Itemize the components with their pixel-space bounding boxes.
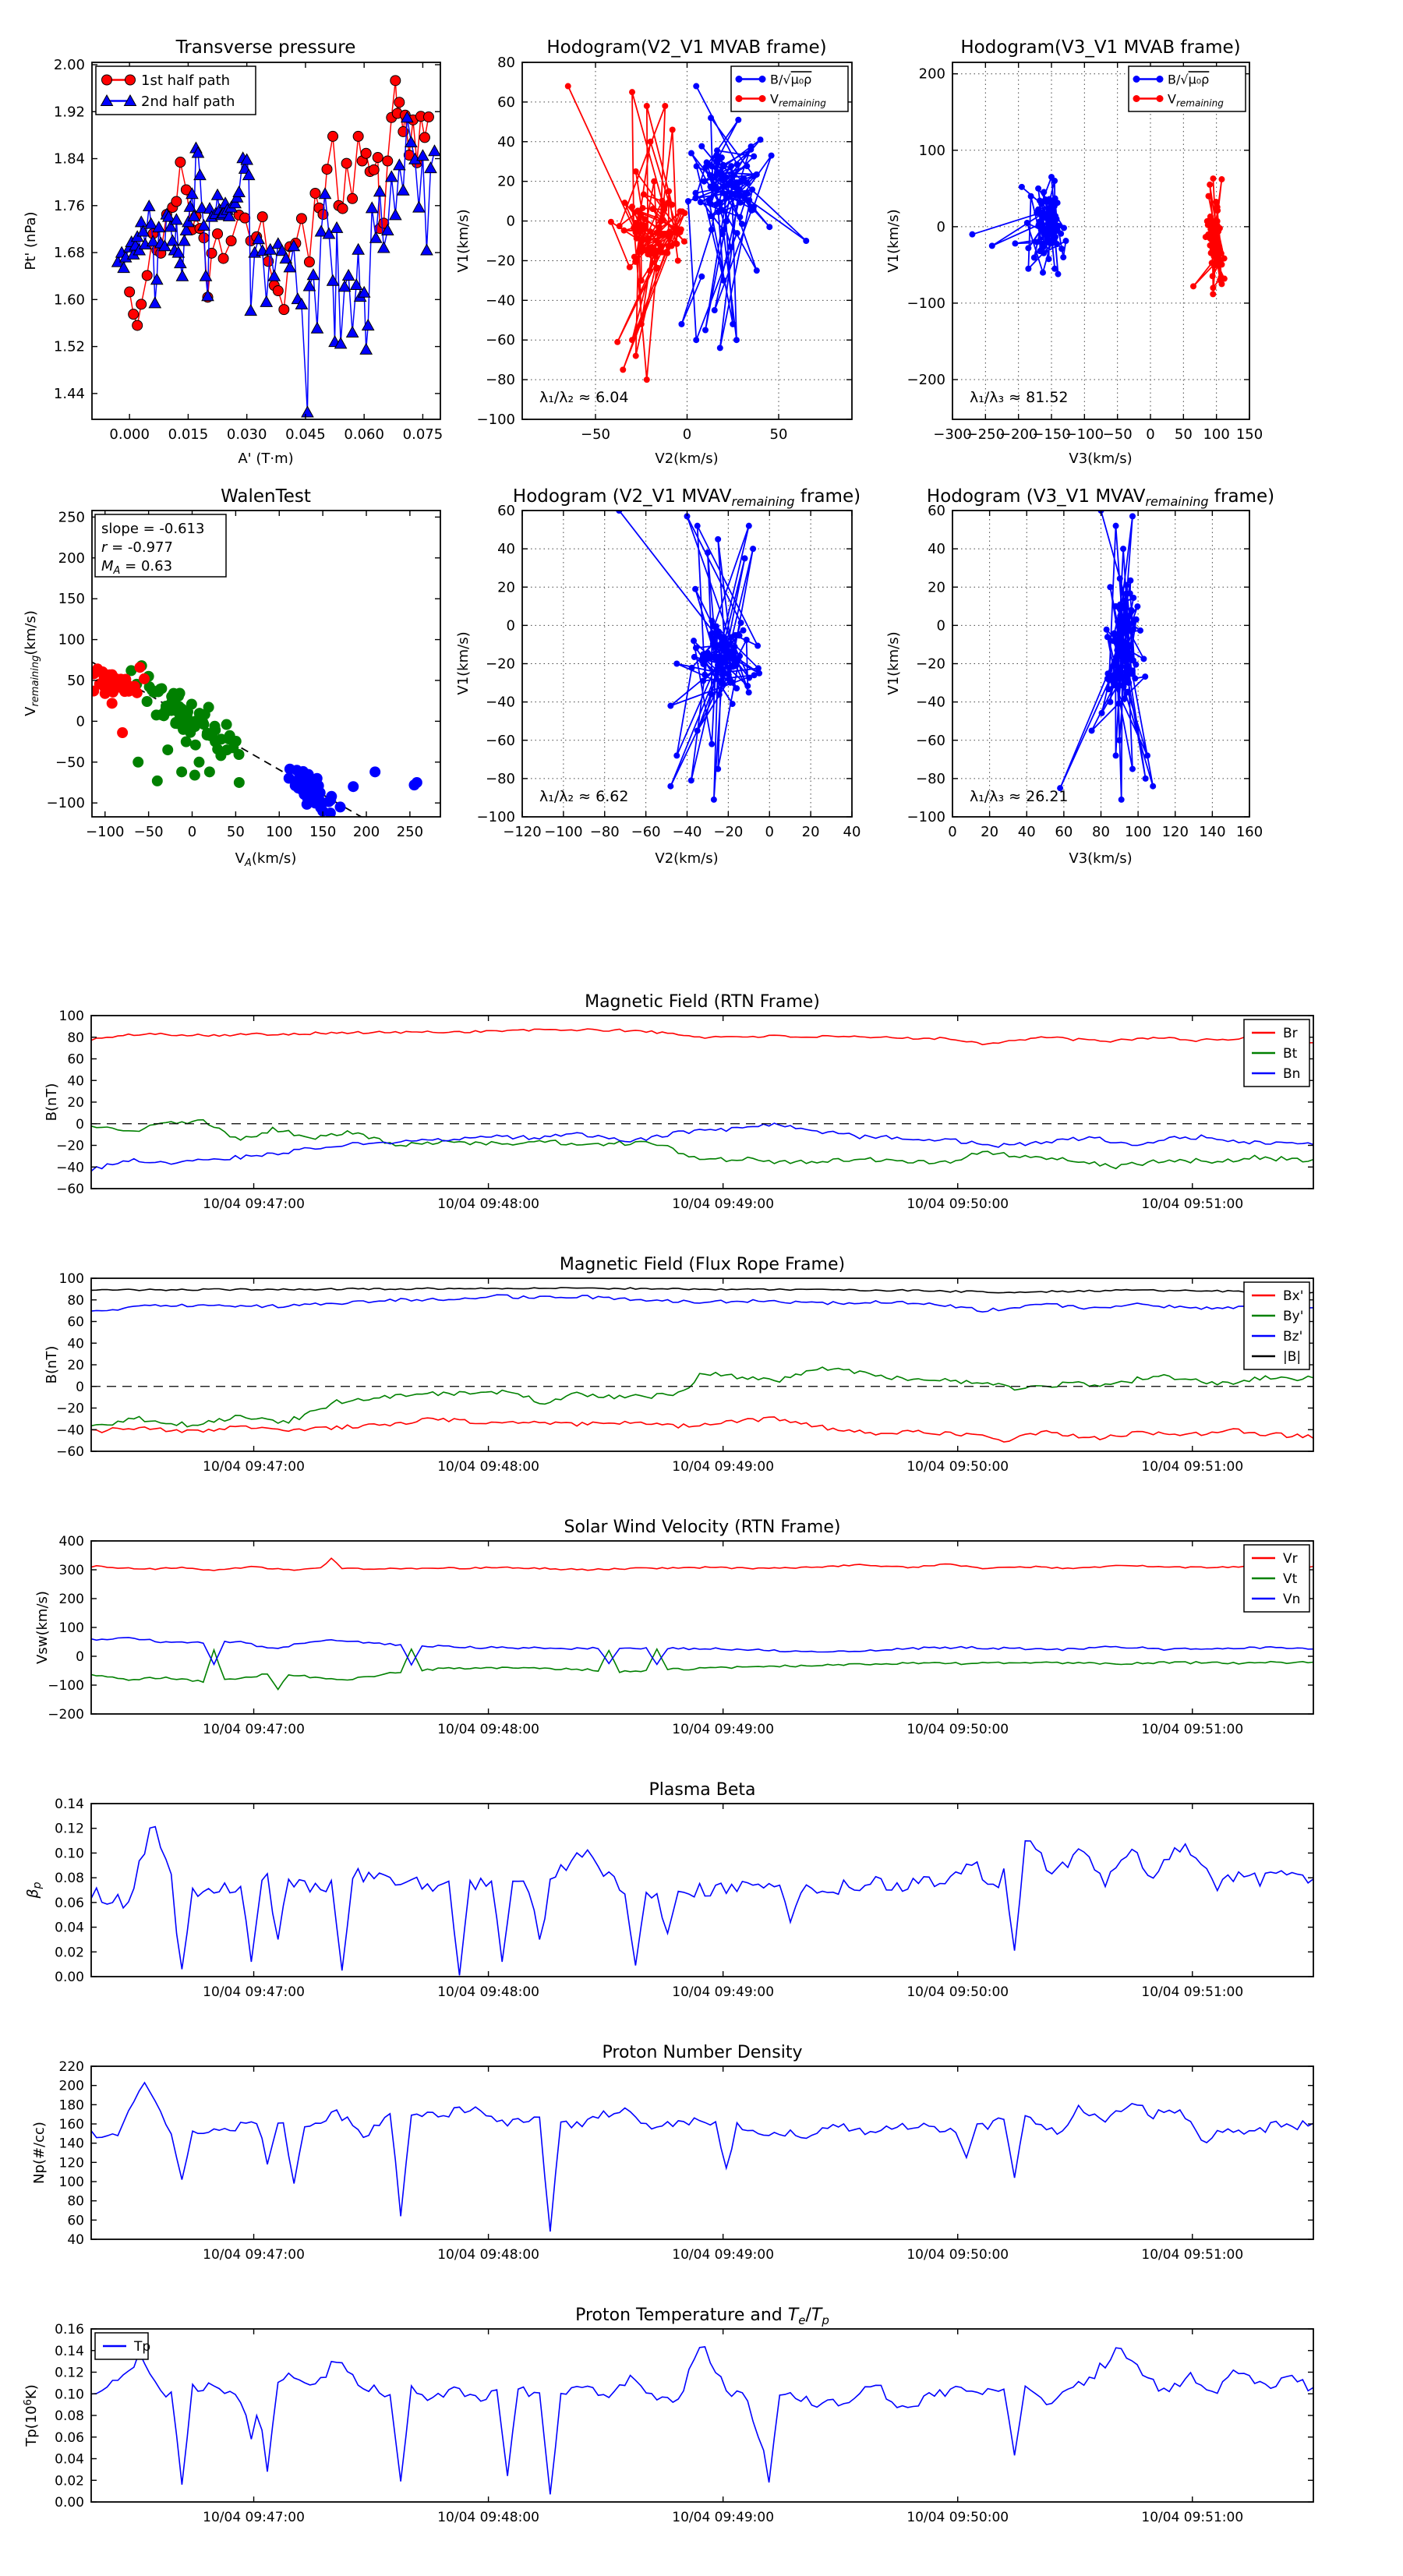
svg-text:−20: −20 <box>56 1138 84 1154</box>
svg-text:10/04 09:48:00: 10/04 09:48:00 <box>437 1722 539 1737</box>
chart-magnetic-field-flux-rope <box>44 1255 1313 1475</box>
svg-text:0: 0 <box>765 824 774 840</box>
x-axis-label: V3(km/s) <box>1069 451 1133 467</box>
svg-text:0: 0 <box>936 617 945 634</box>
chart-title: Plasma Beta <box>648 1780 756 1800</box>
svg-text:1.92: 1.92 <box>53 104 85 121</box>
svg-text:0.045: 0.045 <box>285 426 326 443</box>
svg-text:By': By' <box>1283 1309 1304 1325</box>
svg-text:−50: −50 <box>581 426 610 443</box>
svg-text:200: 200 <box>58 549 85 567</box>
y-axis-label: Np(#/cc) <box>31 2122 48 2184</box>
svg-text:150: 150 <box>58 591 85 608</box>
svg-text:B/√μ₀ρ: B/√μ₀ρ <box>1168 72 1210 87</box>
svg-text:60: 60 <box>1055 824 1073 840</box>
chart-title: Magnetic Field (RTN Frame) <box>585 992 820 1012</box>
svg-text:−40: −40 <box>56 1422 84 1439</box>
svg-text:−250: −250 <box>966 426 1005 443</box>
svg-text:0.060: 0.060 <box>344 426 384 443</box>
svg-text:−300: −300 <box>933 426 972 443</box>
svg-text:B/√μ₀ρ: B/√μ₀ρ <box>770 72 812 87</box>
svg-text:0.04: 0.04 <box>55 2451 84 2468</box>
svg-text:80: 80 <box>67 2193 84 2210</box>
svg-text:0.10: 0.10 <box>55 2387 84 2403</box>
svg-text:0.08: 0.08 <box>55 1871 84 1887</box>
svg-text:10/04 09:47:00: 10/04 09:47:00 <box>203 2247 305 2263</box>
svg-text:−200: −200 <box>998 426 1038 443</box>
svg-text:10/04 09:47:00: 10/04 09:47:00 <box>203 1196 305 1212</box>
svg-text:60: 60 <box>497 503 515 519</box>
chart-title: Hodogram (V3_V1 $MVAV_{remaining}$ frame) <box>926 486 1275 509</box>
svg-text:20: 20 <box>67 1358 84 1373</box>
y-axis-label: $V_{remaining}(km/s)$ <box>23 610 41 716</box>
svg-text:−100: −100 <box>1065 426 1104 443</box>
svg-text:10/04 09:47:00: 10/04 09:47:00 <box>203 1722 305 1737</box>
svg-text:0.02: 0.02 <box>55 2473 84 2489</box>
svg-text:60: 60 <box>497 94 515 111</box>
x-axis-label: A' (T·m) <box>238 451 294 467</box>
svg-text:−60: −60 <box>56 1182 84 1197</box>
svg-text:0.06: 0.06 <box>55 2429 84 2446</box>
svg-text:10/04 09:48:00: 10/04 09:48:00 <box>437 1459 539 1475</box>
svg-text:−100: −100 <box>906 295 945 312</box>
svg-text:−80: −80 <box>486 770 515 787</box>
svg-text:0: 0 <box>76 1649 84 1665</box>
svg-text:−150: −150 <box>1032 426 1071 443</box>
svg-text:0.00: 0.00 <box>55 1970 84 1985</box>
x-axis-label: V3(km/s) <box>1069 850 1133 867</box>
svg-text:10/04 09:49:00: 10/04 09:49:00 <box>672 1984 775 2000</box>
chart-title: Magnetic Field (Flux Rope Frame) <box>559 1255 846 1274</box>
svg-text:50: 50 <box>769 426 788 443</box>
svg-text:2.00: 2.00 <box>53 57 85 74</box>
svg-text:Vr: Vr <box>1283 1551 1298 1567</box>
svg-text:60: 60 <box>67 1314 84 1330</box>
svg-text:20: 20 <box>981 824 999 840</box>
svg-text:−20: −20 <box>916 655 945 673</box>
svg-text:10/04 09:50:00: 10/04 09:50:00 <box>906 1459 1009 1475</box>
chart-title: Proton Number Density <box>602 2043 803 2062</box>
svg-text:−20: −20 <box>486 253 515 270</box>
svg-text:40: 40 <box>843 824 861 840</box>
svg-text:180: 180 <box>58 2097 84 2114</box>
lambda-ratio-annotation: λ₁/λ₂ ≈ 6.62 <box>539 788 629 805</box>
svg-text:Bz': Bz' <box>1283 1329 1303 1345</box>
lambda-ratio-annotation: λ₁/λ₃ ≈ 26.21 <box>970 788 1069 805</box>
svg-text:0.00: 0.00 <box>55 2495 84 2511</box>
svg-text:100: 100 <box>266 824 293 840</box>
svg-text:200: 200 <box>352 824 380 840</box>
svg-text:150: 150 <box>1235 426 1263 443</box>
svg-text:−50: −50 <box>55 754 85 771</box>
svg-text:−100: −100 <box>48 1678 84 1694</box>
svg-text:−80: −80 <box>589 824 620 840</box>
svg-text:10/04 09:50:00: 10/04 09:50:00 <box>906 1722 1009 1737</box>
svg-text:10/04 09:50:00: 10/04 09:50:00 <box>906 1196 1009 1212</box>
chart-title: Hodogram (V2_V1 $MVAV_{remaining}$ frame) <box>512 486 861 509</box>
svg-text:0.12: 0.12 <box>55 1821 84 1837</box>
svg-text:0: 0 <box>187 824 197 840</box>
svg-text:−20: −20 <box>713 824 744 840</box>
svg-text:10/04 09:50:00: 10/04 09:50:00 <box>906 2247 1009 2263</box>
svg-text:Br: Br <box>1283 1026 1298 1042</box>
svg-text:0: 0 <box>76 1116 84 1133</box>
svg-text:−60: −60 <box>631 824 661 840</box>
svg-text:10/04 09:49:00: 10/04 09:49:00 <box>672 2510 775 2525</box>
svg-text:0.075: 0.075 <box>402 426 444 443</box>
svg-text:−100: −100 <box>46 795 85 812</box>
svg-text:80: 80 <box>67 1292 84 1309</box>
svg-text:20: 20 <box>497 173 515 190</box>
svg-text:50: 50 <box>226 824 245 840</box>
svg-text:10/04 09:49:00: 10/04 09:49:00 <box>672 2247 775 2263</box>
svg-text:100: 100 <box>58 2175 84 2190</box>
svg-text:Bn: Bn <box>1283 1066 1301 1083</box>
x-axis-label: V2(km/s) <box>655 850 719 867</box>
svg-text:10/04 09:47:00: 10/04 09:47:00 <box>203 1984 305 2000</box>
svg-text:50: 50 <box>67 672 85 689</box>
chart-magnetic-field-rtn <box>44 992 1313 1212</box>
svg-text:60: 60 <box>67 1051 84 1068</box>
svg-text:10/04 09:47:00: 10/04 09:47:00 <box>203 1459 305 1475</box>
svg-text:0.04: 0.04 <box>55 1920 84 1936</box>
svg-text:Tp: Tp <box>134 2339 151 2355</box>
svg-text:40: 40 <box>67 1073 84 1090</box>
y-axis-label: V1(km/s) <box>455 209 472 273</box>
svg-text:Bx': Bx' <box>1283 1288 1304 1305</box>
chart-transverse-pressure <box>23 37 443 467</box>
y-axis-label: $\beta_p$ <box>24 1882 44 1899</box>
svg-text:20: 20 <box>928 579 945 596</box>
chart-hodogram-v3v1-mvav <box>885 486 1274 867</box>
chart-title: Hodogram(V3_V1 MVAB frame) <box>960 37 1241 58</box>
chart-title: Proton Temperature and $T_e/T_p$ <box>575 2306 829 2327</box>
svg-text:0: 0 <box>1146 426 1155 443</box>
svg-text:60: 60 <box>928 503 945 519</box>
chart-title: WalenTest <box>221 486 311 507</box>
svg-text:50: 50 <box>1174 426 1193 443</box>
svg-text:Vt: Vt <box>1283 1571 1298 1588</box>
svg-text:100: 100 <box>918 142 945 159</box>
svg-text:10/04 09:49:00: 10/04 09:49:00 <box>672 1459 775 1475</box>
svg-text:0.14: 0.14 <box>55 1797 84 1812</box>
svg-text:−40: −40 <box>916 694 945 711</box>
svg-text:2nd half path: 2nd half path <box>141 93 235 110</box>
svg-text:100: 100 <box>1124 824 1152 840</box>
svg-text:−40: −40 <box>486 694 515 711</box>
svg-text:−120: −120 <box>503 824 542 840</box>
lambda-ratio-annotation: λ₁/λ₃ ≈ 81.52 <box>970 389 1069 406</box>
svg-text:10/04 09:51:00: 10/04 09:51:00 <box>1141 1459 1244 1475</box>
svg-text:10/04 09:47:00: 10/04 09:47:00 <box>203 2510 305 2525</box>
y-axis-label: $Tp(10^6K)$ <box>23 2384 40 2447</box>
svg-text:20: 20 <box>67 1095 84 1111</box>
svg-text:−100: −100 <box>906 809 945 825</box>
chart-title: Solar Wind Velocity (RTN Frame) <box>564 1518 841 1537</box>
svg-text:120: 120 <box>58 2155 84 2171</box>
svg-text:160: 160 <box>1235 824 1263 840</box>
y-axis-label: B(nT) <box>44 1083 60 1122</box>
svg-text:100: 100 <box>58 1620 84 1636</box>
svg-text:10/04 09:51:00: 10/04 09:51:00 <box>1141 1984 1244 2000</box>
svg-text:80: 80 <box>67 1030 84 1046</box>
chart-solar-wind-velocity <box>34 1518 1313 1737</box>
svg-text:−20: −20 <box>486 655 515 673</box>
svg-text:0.000: 0.000 <box>109 426 150 443</box>
svg-text:−80: −80 <box>916 770 945 787</box>
svg-text:200: 200 <box>918 65 945 83</box>
svg-text:120: 120 <box>1161 824 1189 840</box>
svg-text:1.76: 1.76 <box>53 197 85 214</box>
svg-text:0.06: 0.06 <box>55 1895 84 1911</box>
svg-text:0.12: 0.12 <box>55 2365 84 2381</box>
svg-text:1st half path: 1st half path <box>141 72 231 89</box>
svg-text:−60: −60 <box>486 732 515 749</box>
chart-hodogram-v2v1-mvav <box>455 486 861 867</box>
svg-text:−80: −80 <box>486 372 515 389</box>
svg-text:0.08: 0.08 <box>55 2408 84 2424</box>
svg-text:0.015: 0.015 <box>168 426 209 443</box>
svg-text:Bt: Bt <box>1283 1046 1298 1062</box>
svg-text:1.44: 1.44 <box>53 385 85 402</box>
svg-text:140: 140 <box>58 2136 84 2152</box>
lambda-ratio-annotation: λ₁/λ₂ ≈ 6.04 <box>539 389 629 406</box>
chart-walen-test <box>23 486 440 869</box>
svg-text:10/04 09:51:00: 10/04 09:51:00 <box>1141 2247 1244 2263</box>
svg-text:1.68: 1.68 <box>53 245 85 262</box>
svg-text:40: 40 <box>67 1336 84 1352</box>
svg-text:Vremaining: $V_{remaining}$ <box>770 91 826 109</box>
svg-text:Vremaining: $V_{remaining}$ <box>1168 91 1224 109</box>
svg-text:−100: −100 <box>544 824 583 840</box>
svg-text:10/04 09:51:00: 10/04 09:51:00 <box>1141 1722 1244 1737</box>
svg-text:40: 40 <box>497 541 515 558</box>
svg-text:100: 100 <box>58 1009 84 1024</box>
svg-text:10/04 09:50:00: 10/04 09:50:00 <box>906 1984 1009 2000</box>
y-axis-label: Pt' (nPa) <box>23 211 39 270</box>
y-axis-label: B(nT) <box>44 1345 60 1384</box>
svg-text:10/04 09:51:00: 10/04 09:51:00 <box>1141 2510 1244 2525</box>
x-axis-label: V2(km/s) <box>655 451 719 467</box>
svg-text:−50: −50 <box>1102 426 1133 443</box>
svg-text:−40: −40 <box>56 1160 84 1176</box>
y-axis-label: V1(km/s) <box>885 631 902 695</box>
svg-text:0: 0 <box>506 213 515 230</box>
svg-text:0: 0 <box>506 617 515 634</box>
svg-text:60: 60 <box>67 2213 84 2229</box>
svg-text:−50: −50 <box>133 824 164 840</box>
y-axis-label: V1(km/s) <box>455 631 472 695</box>
svg-text:20: 20 <box>801 824 820 840</box>
svg-text:−100: −100 <box>476 412 515 428</box>
svg-text:−200: −200 <box>906 372 945 389</box>
svg-text:−40: −40 <box>486 292 515 309</box>
svg-text:1.52: 1.52 <box>53 338 85 355</box>
svg-text:40: 40 <box>67 2232 84 2248</box>
svg-text:−200: −200 <box>48 1707 84 1723</box>
svg-text:−60: −60 <box>56 1444 84 1460</box>
svg-text:80: 80 <box>497 55 515 71</box>
svg-text:200: 200 <box>58 2078 84 2094</box>
svg-text:250: 250 <box>396 824 424 840</box>
svg-text:10/04 09:50:00: 10/04 09:50:00 <box>906 2510 1009 2525</box>
svg-text:−40: −40 <box>672 824 702 840</box>
svg-text:10/04 09:51:00: 10/04 09:51:00 <box>1141 1196 1244 1212</box>
svg-text:100: 100 <box>1203 426 1230 443</box>
svg-text:10/04 09:49:00: 10/04 09:49:00 <box>672 1722 775 1737</box>
svg-text:140: 140 <box>1199 824 1226 840</box>
chart-proton-temperature <box>23 2306 1313 2525</box>
x-axis-label: $V_A(km/s)$ <box>235 850 297 869</box>
svg-text:10/04 09:49:00: 10/04 09:49:00 <box>672 1196 775 1212</box>
chart-proton-number-density <box>31 2043 1313 2263</box>
svg-text:10/04 09:48:00: 10/04 09:48:00 <box>437 1984 539 2000</box>
stat-slope: slope = -0.613 <box>101 521 205 537</box>
svg-text:0.10: 0.10 <box>55 1846 84 1862</box>
svg-text:0.16: 0.16 <box>55 2322 84 2337</box>
svg-text:0.14: 0.14 <box>55 2343 84 2359</box>
svg-text:300: 300 <box>58 1563 84 1578</box>
svg-text:200: 200 <box>58 1592 84 1607</box>
svg-text:220: 220 <box>58 2059 84 2075</box>
svg-text:1.84: 1.84 <box>53 150 85 168</box>
svg-text:0: 0 <box>948 824 957 840</box>
svg-text:Vn: Vn <box>1283 1592 1301 1608</box>
svg-text:1.60: 1.60 <box>53 292 85 309</box>
y-axis-label: V1(km/s) <box>885 209 902 273</box>
svg-text:40: 40 <box>497 133 515 150</box>
svg-text:−100: −100 <box>86 824 125 840</box>
stat-mach: $M_A = 0.63$ <box>101 558 173 577</box>
svg-text:0: 0 <box>936 218 945 235</box>
chart-hodogram-v2v1-mvab <box>455 37 852 467</box>
svg-text:40: 40 <box>1017 824 1036 840</box>
svg-text:400: 400 <box>58 1534 84 1549</box>
svg-text:0: 0 <box>682 426 692 443</box>
svg-text:0.02: 0.02 <box>55 1945 84 1961</box>
svg-text:−20: −20 <box>56 1401 84 1417</box>
svg-text:0.030: 0.030 <box>226 426 267 443</box>
svg-text:|B|: |B| <box>1283 1349 1302 1366</box>
svg-text:10/04 09:48:00: 10/04 09:48:00 <box>437 1196 539 1212</box>
chart-hodogram-v3v1-mvab <box>885 37 1263 467</box>
svg-text:20: 20 <box>497 579 515 596</box>
svg-text:10/04 09:48:00: 10/04 09:48:00 <box>437 2247 539 2263</box>
svg-text:100: 100 <box>58 1271 84 1287</box>
svg-text:−100: −100 <box>476 809 515 825</box>
svg-text:250: 250 <box>58 509 85 526</box>
svg-text:100: 100 <box>58 631 85 648</box>
svg-text:160: 160 <box>58 2117 84 2133</box>
svg-text:0: 0 <box>76 713 85 730</box>
svg-text:−60: −60 <box>486 332 515 349</box>
stat-r: r = -0.977 <box>101 539 173 556</box>
chart-plasma-beta <box>24 1780 1313 2000</box>
y-axis-label: Vsw(km/s) <box>34 1591 51 1664</box>
chart-title: Transverse pressure <box>175 37 356 58</box>
svg-text:0: 0 <box>76 1379 84 1395</box>
svg-text:150: 150 <box>309 824 337 840</box>
chart-title: Hodogram(V2_V1 MVAB frame) <box>546 37 827 58</box>
svg-text:10/04 09:48:00: 10/04 09:48:00 <box>437 2510 539 2525</box>
svg-text:80: 80 <box>1092 824 1110 840</box>
svg-text:40: 40 <box>928 541 945 558</box>
svg-text:−60: −60 <box>916 732 945 749</box>
